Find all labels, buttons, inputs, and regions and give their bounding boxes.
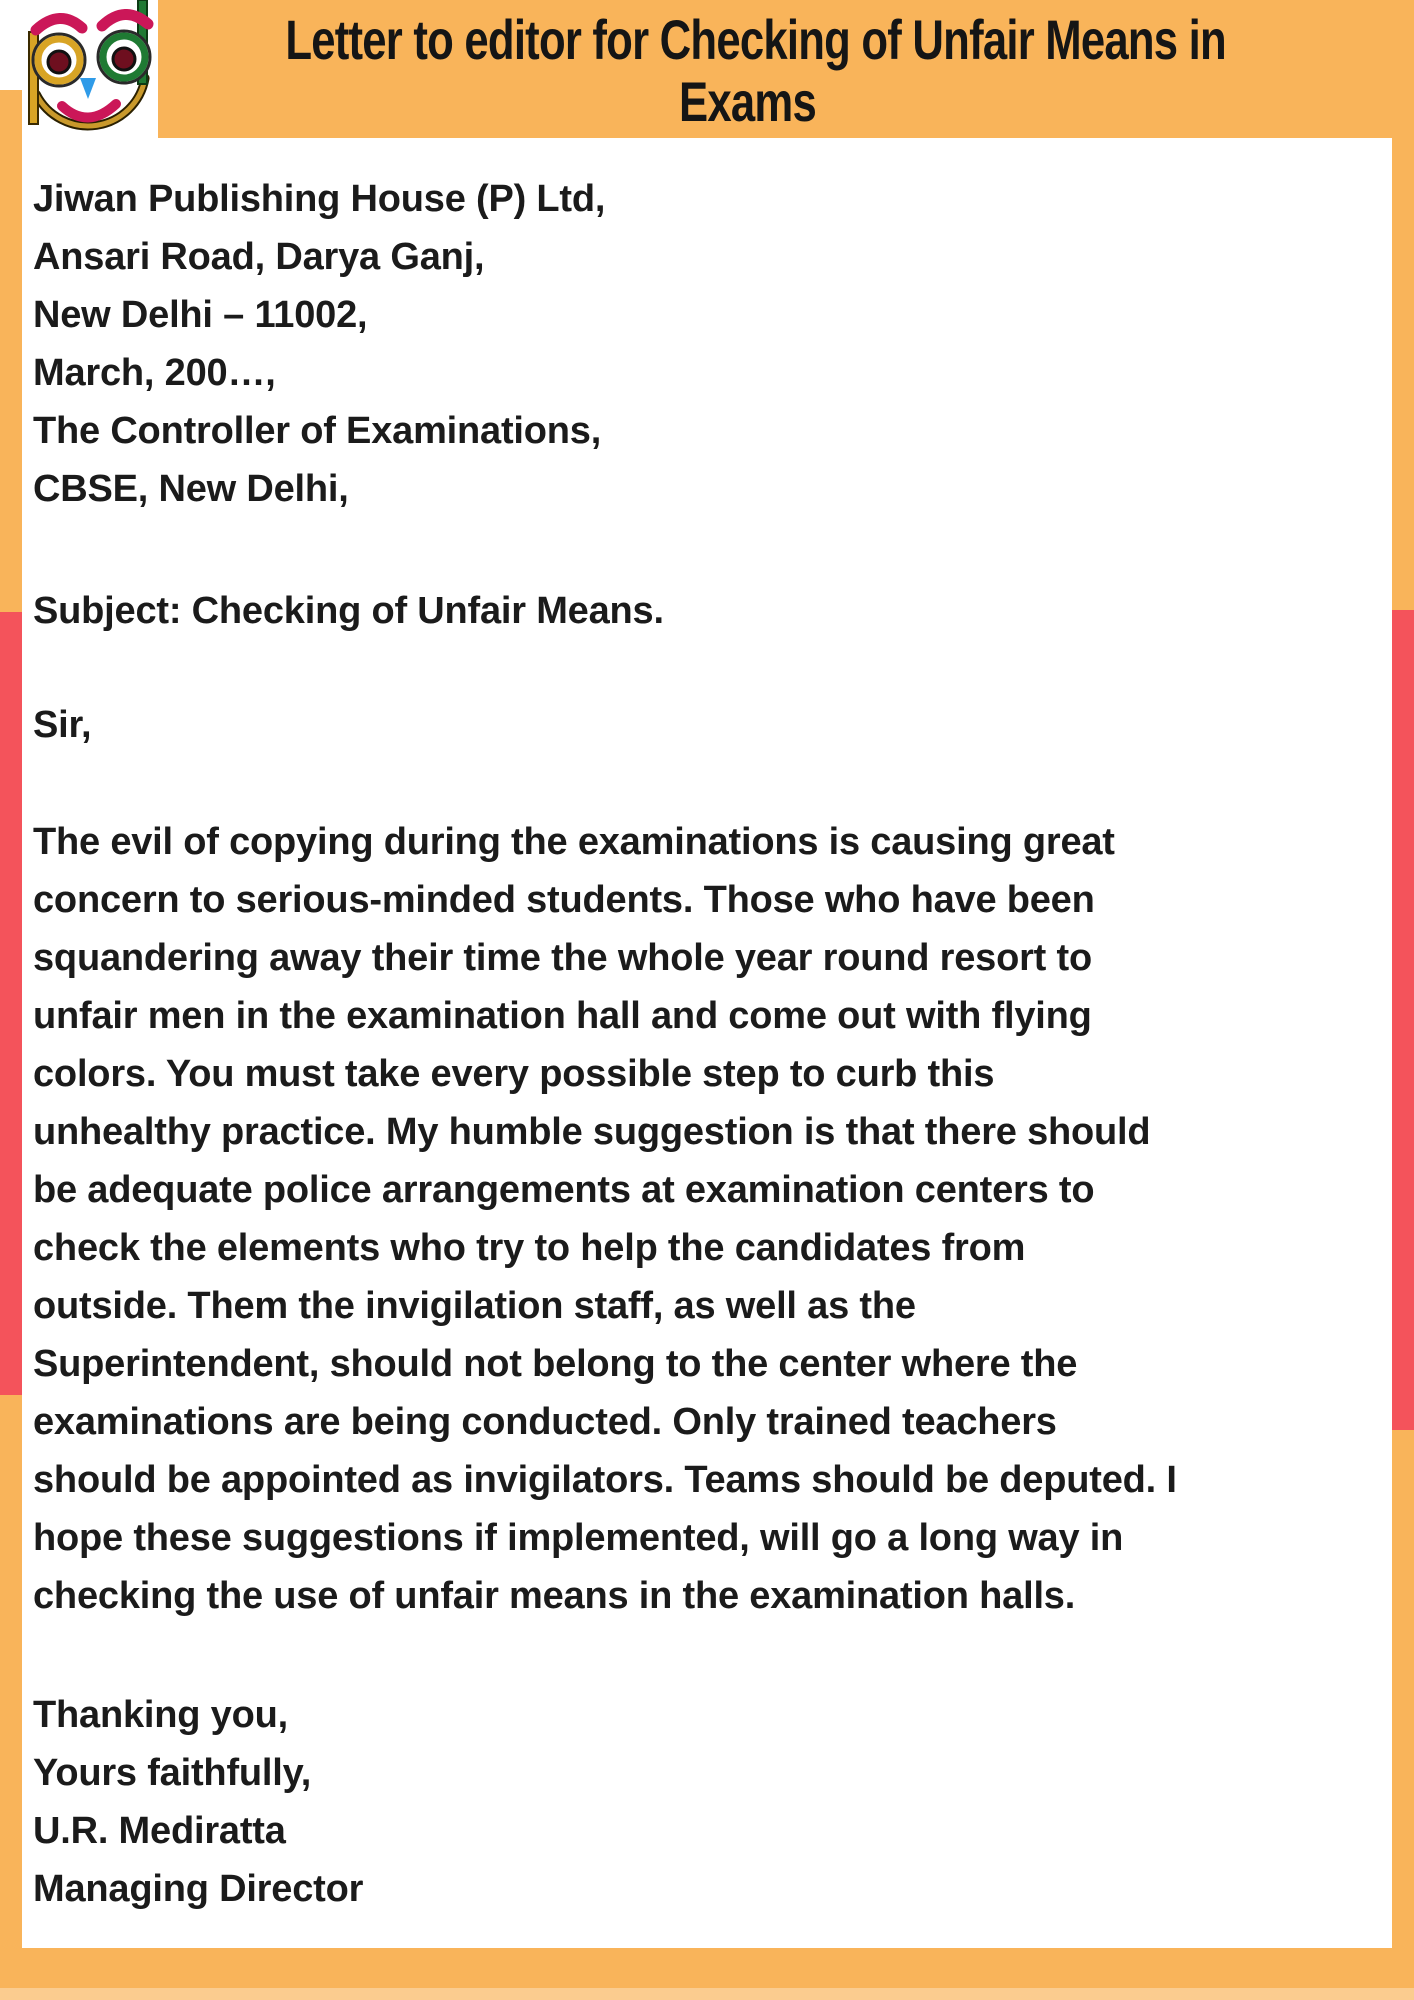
text-line: squandering away their time the whole year round resort to	[33, 937, 1092, 979]
text-line: U.R. Mediratta	[33, 1810, 286, 1852]
text-line: outside. Them the invigilation staff, as well as the	[33, 1285, 916, 1327]
text-line: checking the use of unfair means in the examination halls.	[33, 1575, 1076, 1617]
text-line: Ansari Road, Darya Ganj,	[33, 236, 485, 278]
text-line: Superintendent, should not belong to the center where the	[33, 1343, 1078, 1385]
text-line: Exams	[679, 70, 816, 133]
header-banner	[155, 0, 1414, 138]
text-line: Thanking you,	[33, 1694, 288, 1736]
text-line: examinations are being conducted. Only trained teachers	[33, 1401, 1057, 1443]
text-line: should be appointed as invigilators. Teams should be deputed. I	[33, 1459, 1177, 1501]
text-line: check the elements who try to help the candidates from	[33, 1227, 1026, 1269]
bottom-accent-bar	[0, 1948, 1414, 2000]
right-accent-strip	[1392, 0, 1414, 2000]
text-line: CBSE, New Delhi,	[33, 468, 349, 510]
subject-text: Subject: Checking of Unfair Means.	[33, 590, 664, 632]
text-line: be adequate police arrangements at examination centers to	[33, 1169, 1095, 1211]
text-line: Yours faithfully,	[33, 1752, 312, 1794]
text-line: New Delhi – 11002,	[33, 294, 368, 336]
text-line: unfair men in the examination hall and come out with flying	[33, 995, 1092, 1037]
text-line: unhealthy practice. My humble suggestion is that there should	[33, 1111, 1151, 1153]
text-line: Jiwan Publishing House (P) Ltd,	[33, 178, 606, 220]
left-accent-strip-red	[0, 612, 22, 1395]
body-paragraph	[33, 813, 1383, 1625]
letter-content	[33, 170, 1383, 1918]
text-line: The Controller of Examinations,	[33, 410, 602, 452]
page-title	[155, 9, 1340, 133]
text-line: Managing Director	[33, 1868, 364, 1910]
text-line: The evil of copying during the examinations is causing great	[33, 821, 1115, 863]
pd-logo-icon	[0, 0, 158, 140]
closing-block	[33, 1686, 1383, 1918]
text-line: concern to serious-minded students. Those who have been	[33, 879, 1095, 921]
text-line: March, 200…,	[33, 352, 276, 394]
salutation-line	[33, 696, 1383, 754]
text-line: Letter to editor for Checking of Unfair Means in	[285, 8, 1226, 71]
text-line: colors. You must take every possible step to curb this	[33, 1053, 995, 1095]
salutation-text: Sir,	[33, 704, 92, 746]
right-accent-strip-red	[1392, 610, 1414, 1430]
bottom-pale-edge	[0, 1988, 1414, 2000]
text-line: hope these suggestions if implemented, will go a long way in	[33, 1517, 1124, 1559]
address-block	[33, 170, 1383, 518]
subject-line	[33, 582, 1383, 640]
left-accent-strip	[0, 90, 22, 2000]
logo-box	[0, 0, 158, 140]
